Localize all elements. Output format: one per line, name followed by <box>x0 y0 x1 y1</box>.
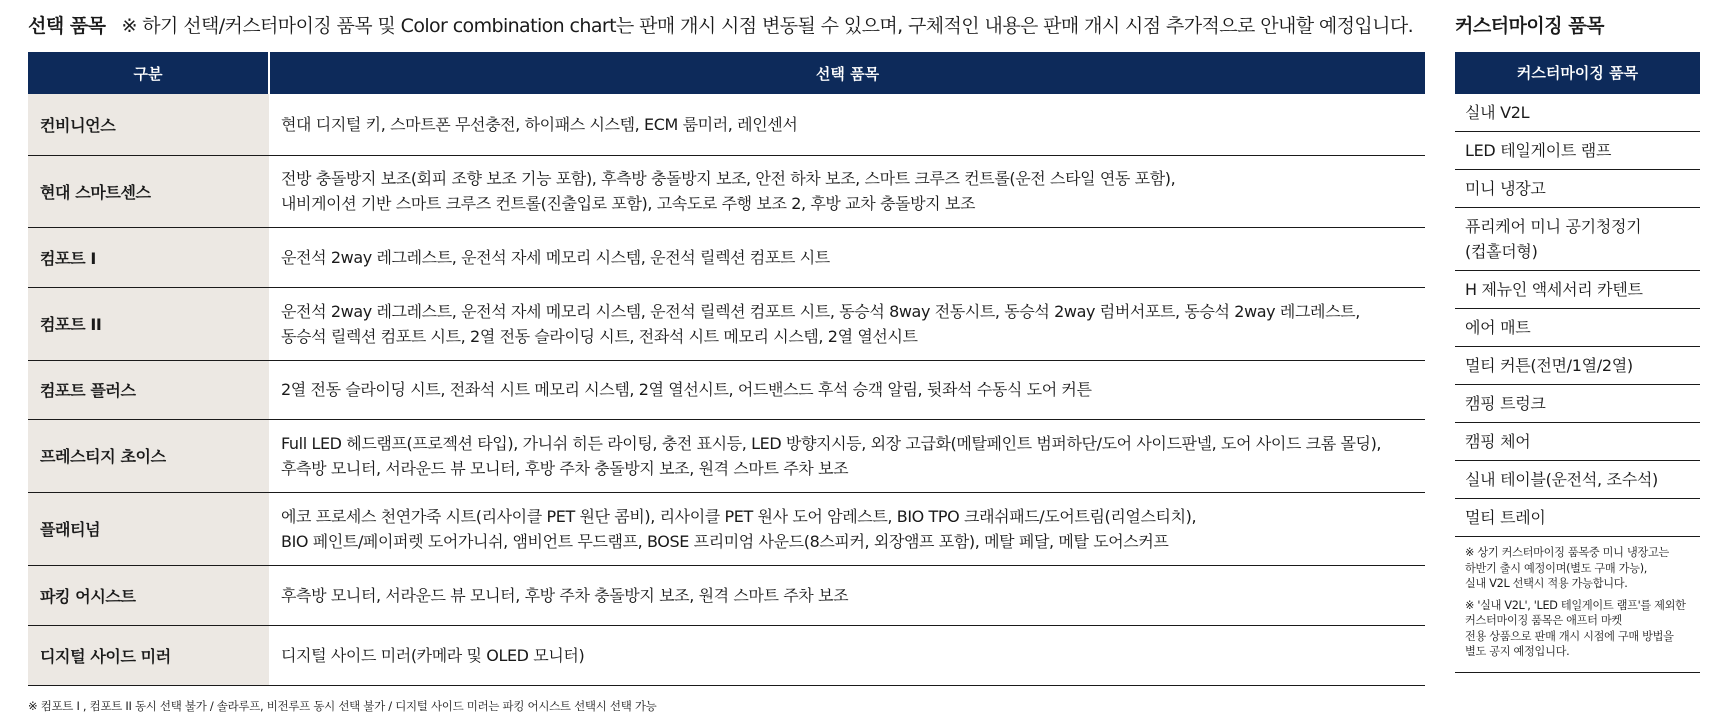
row-item-line: 동승석 릴렉션 컴포트 시트, 2열 전동 슬라이딩 시트, 전좌석 시트 메모리 시스템, 2열 열선시트 <box>281 326 918 346</box>
row-items <box>269 287 1425 360</box>
row-item-line: 전방 충돌방지 보조(회피 조향 보조 기능 포함), 후측방 충돌방지 보조, 안전 하차 보조, 스마트 크루즈 컨트롤(운전 스타일 연동 포함), <box>281 169 1176 188</box>
row-category: 디지털 사이드 미러 <box>28 625 269 685</box>
row-category: 컴포트 I <box>28 227 269 287</box>
row-item-line: 후측방 모니터, 서라운드 뷰 모니터, 후방 주차 충돌방지 보조, 원격 스마트 주차 보조 <box>281 458 849 478</box>
table-row <box>28 419 1425 492</box>
options-heading <box>28 10 1425 42</box>
table-row <box>28 227 1425 287</box>
customizing-note: ※ 상기 커스터마이징 품목중 미니 냉장고는 하반기 출시 예정이며(별도 구매 가능), 실내 V2L 선택시 적용 가능합니다. <box>1465 546 1669 590</box>
list-item: H 제뉴인 액세서리 카텐트 <box>1455 271 1700 309</box>
header-category: 구분 <box>28 52 269 94</box>
row-items <box>269 565 1425 625</box>
row-items <box>269 360 1425 419</box>
table-row <box>28 155 1425 227</box>
row-items <box>269 419 1425 492</box>
options-title: 선택 품목 <box>28 15 106 37</box>
row-item-line: 디지털 사이드 미러(카메라 및 OLED 모니터) <box>281 645 585 665</box>
list-item: 에어 매트 <box>1455 309 1700 347</box>
list-item: 캠핑 트렁크 <box>1455 385 1700 423</box>
row-item-line: 운전석 2way 레그레스트, 운전석 자세 메모리 시스템, 운전석 릴렉션 컴포트 시트 <box>281 247 830 267</box>
row-category: 컨비니언스 <box>28 94 269 155</box>
row-category: 컴포트 II <box>28 287 269 360</box>
row-item-line: 후측방 모니터, 서라운드 뷰 모니터, 후방 주차 충돌방지 보조, 원격 스마트 주차 보조 <box>281 585 849 605</box>
row-item-line: BIO 페인트/페이퍼렛 도어가니쉬, 앰비언트 무드램프, BOSE 프리미엄 사운드(8스피커, 외장앰프 포함), 메탈 페달, 메탈 도어스커프 <box>281 531 1169 551</box>
row-item-line: 현대 디지털 키, 스마트폰 무선충전, 하이패스 시스템, ECM 룸미러, 레인센서 <box>281 114 798 134</box>
list-item: 퓨리케어 미니 공기청정기 (컵홀더형) <box>1455 208 1700 271</box>
options-footnote: ※ 컴포트 I , 컴포트 II 동시 선택 불가 / 솔라루프, 비전루프 동시 선택 불가 / 디지털 사이드 미러는 파킹 어시스트 선택시 선택 가능 <box>28 698 657 713</box>
customizing-title: 커스터마이징 품목 <box>1455 15 1604 37</box>
table-row <box>28 625 1425 685</box>
row-category: 플래티넘 <box>28 492 269 565</box>
options-table-header <box>28 52 1425 94</box>
row-category: 프레스티지 초이스 <box>28 419 269 492</box>
options-section <box>28 10 1425 714</box>
customizing-list <box>1455 94 1700 537</box>
table-row <box>28 360 1425 419</box>
table-row <box>28 565 1425 625</box>
row-item-line: 에코 프로세스 천연가죽 시트(리사이클 PET 원단 콤비), 리사이클 PET 원사 도어 암레스트, BIO TPO 크래쉬패드/도어트림(리얼스티치), <box>281 506 1197 526</box>
customizing-table-header: 커스터마이징 품목 <box>1455 52 1700 94</box>
list-item: 캠핑 체어 <box>1455 423 1700 461</box>
row-item-line: Full LED 헤드램프(프로젝션 타입), 가니쉬 히든 라이팅, 충전 표시등, LED 방향지시등, 외장 고급화(메탈페인트 범퍼하단/도어 사이드판넬, 도어 사이드 크롬 몰딩), <box>281 433 1382 453</box>
customizing-notes <box>1455 537 1700 673</box>
table-row <box>28 492 1425 565</box>
list-item: 실내 V2L <box>1455 94 1700 132</box>
list-item: 멀티 커튼(전면/1열/2열) <box>1455 347 1700 385</box>
list-item: 실내 테이블(운전석, 조수석) <box>1455 461 1700 499</box>
row-items <box>269 492 1425 565</box>
customizing-section <box>1455 10 1700 673</box>
table-row <box>28 287 1425 360</box>
row-item-line: 2열 전동 슬라이딩 시트, 전좌석 시트 메모리 시스템, 2열 열선시트, 어드밴스드 후석 승객 알림, 뒷좌석 수동식 도어 커튼 <box>281 380 1092 399</box>
row-items <box>269 227 1425 287</box>
row-category: 컴포트 플러스 <box>28 360 269 419</box>
row-items <box>269 94 1425 155</box>
list-item: 미니 냉장고 <box>1455 170 1700 208</box>
options-notice: ※ 하기 선택/커스터마이징 품목 및 Color combination chart는 판매 개시 시점 변동될 수 있으며, 구체적인 내용은 판매 개시 시점 추가적으로 안내할 예정입니다. <box>121 15 1414 37</box>
row-items <box>269 625 1425 685</box>
customizing-note: ※ '실내 V2L', 'LED 테일게이트 램프'를 제외한 커스터마이징 품목은 애프터 마켓 전용 상품으로 판매 개시 시점에 구매 방법을 별도 공지 예정입니다. <box>1465 598 1686 658</box>
options-table <box>28 52 1425 686</box>
row-category: 파킹 어시스트 <box>28 565 269 625</box>
row-item-line: 내비게이션 기반 스마트 크루즈 컨트롤(진출입로 포함), 고속도로 주행 보조 2, 후방 교차 충돌방지 보조 <box>281 194 975 213</box>
row-category: 현대 스마트센스 <box>28 155 269 227</box>
header-items: 선택 품목 <box>269 52 1425 94</box>
table-row <box>28 94 1425 155</box>
list-item: 멀티 트레이 <box>1455 499 1700 537</box>
list-item: LED 테일게이트 램프 <box>1455 132 1700 170</box>
row-items <box>269 155 1425 227</box>
row-item-line: 운전석 2way 레그레스트, 운전석 자세 메모리 시스템, 운전석 릴렉션 컴포트 시트, 동승석 8way 전동시트, 동승석 2way 럼버서포트, 동승석 2way 레그레스트, <box>281 301 1360 321</box>
